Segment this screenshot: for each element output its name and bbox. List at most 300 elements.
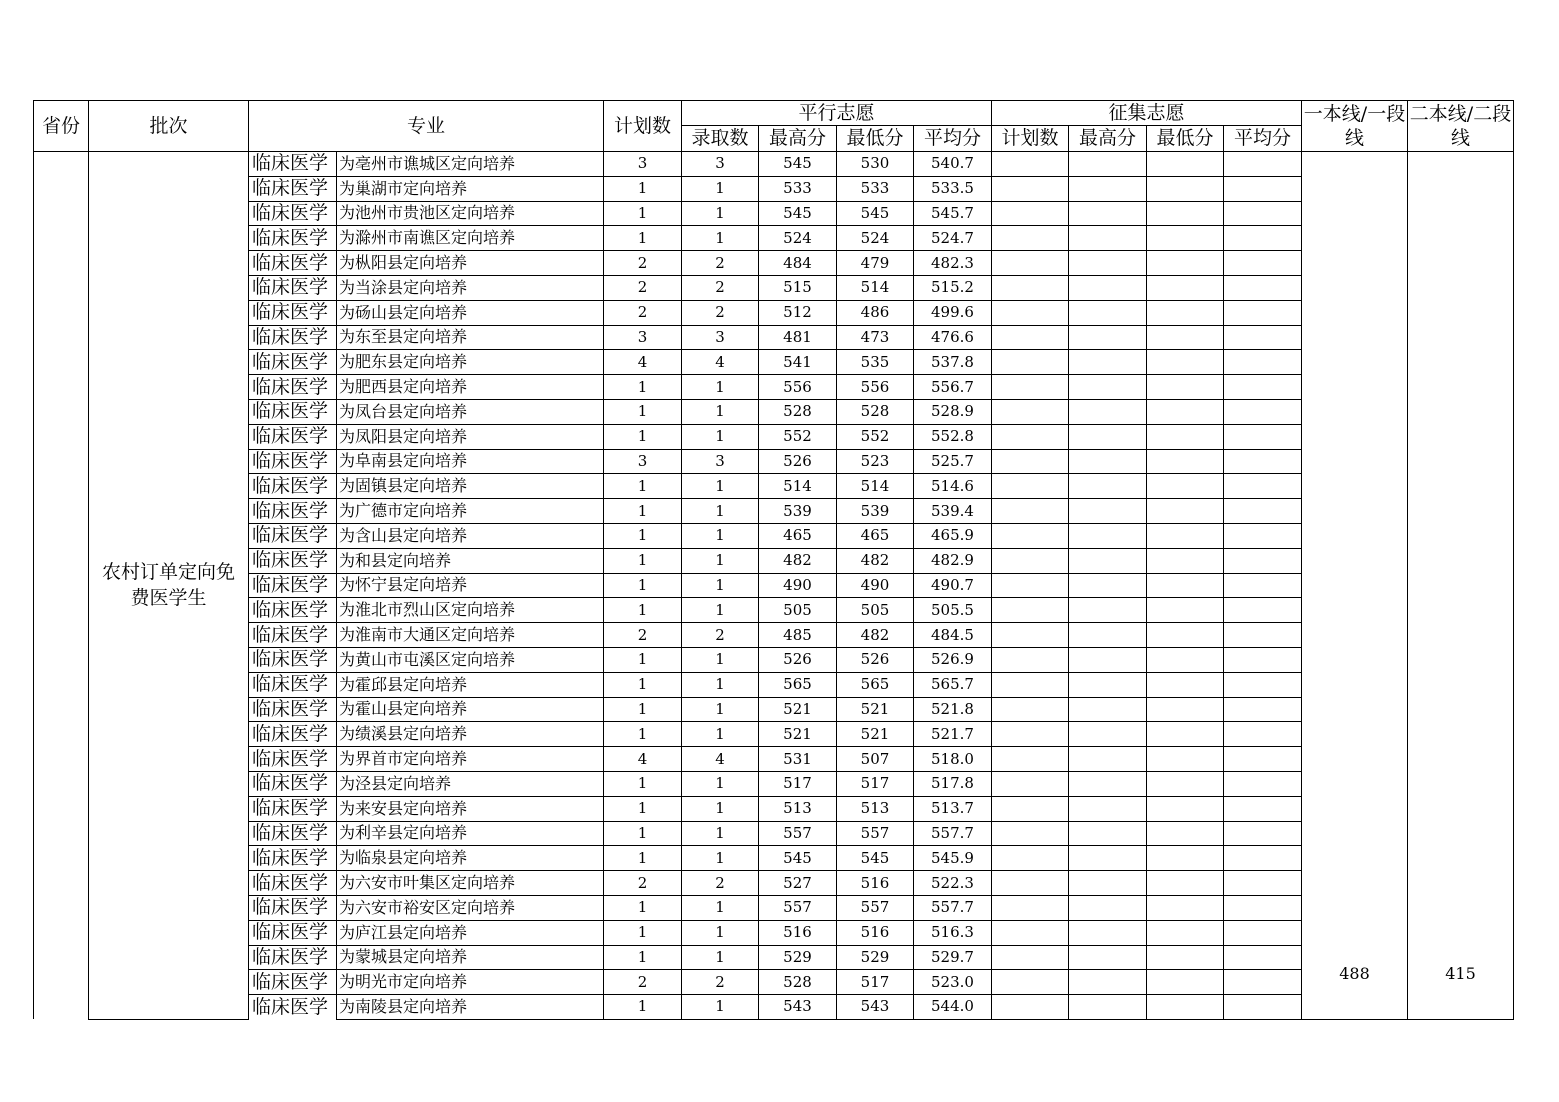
plan-cell: 2 xyxy=(604,251,682,276)
collect-min-cell xyxy=(1147,623,1224,648)
plan-cell: 3 xyxy=(604,449,682,474)
admitted-cell: 2 xyxy=(682,623,759,648)
major-cell: 临床医学 xyxy=(249,226,337,251)
collect-avg-cell xyxy=(1224,697,1302,722)
avg-score-cell: 526.9 xyxy=(914,647,992,672)
direction-cell: 为利辛县定向培养 xyxy=(337,821,604,846)
plan-cell: 1 xyxy=(604,697,682,722)
collect-plan-cell xyxy=(992,623,1069,648)
max-score-cell: 515 xyxy=(759,275,837,300)
header-line1: 一本线/一段线 xyxy=(1302,101,1408,152)
min-score-cell: 482 xyxy=(837,623,914,648)
major-cell: 临床医学 xyxy=(249,821,337,846)
max-score-cell: 514 xyxy=(759,474,837,499)
max-score-cell: 545 xyxy=(759,152,837,177)
direction-cell: 为临泉县定向培养 xyxy=(337,846,604,871)
avg-score-cell: 537.8 xyxy=(914,350,992,375)
admitted-cell: 1 xyxy=(682,796,759,821)
collect-max-cell xyxy=(1069,424,1147,449)
max-score-cell: 531 xyxy=(759,747,837,772)
collect-min-cell xyxy=(1147,945,1224,970)
collect-plan-cell xyxy=(992,945,1069,970)
header-parallel-max: 最高分 xyxy=(759,126,837,152)
plan-cell: 1 xyxy=(604,226,682,251)
collect-avg-cell xyxy=(1224,970,1302,995)
collect-min-cell xyxy=(1147,499,1224,524)
avg-score-cell: 482.9 xyxy=(914,548,992,573)
collect-plan-cell xyxy=(992,895,1069,920)
max-score-cell: 526 xyxy=(759,647,837,672)
major-cell: 临床医学 xyxy=(249,152,337,177)
collect-avg-cell xyxy=(1224,152,1302,177)
direction-cell: 为肥西县定向培养 xyxy=(337,375,604,400)
collect-min-cell xyxy=(1147,424,1224,449)
avg-score-cell: 545.7 xyxy=(914,201,992,226)
max-score-cell: 517 xyxy=(759,771,837,796)
plan-cell: 1 xyxy=(604,424,682,449)
collect-plan-cell xyxy=(992,275,1069,300)
collect-plan-cell xyxy=(992,846,1069,871)
collect-max-cell xyxy=(1069,647,1147,672)
max-score-cell: 465 xyxy=(759,523,837,548)
major-cell: 临床医学 xyxy=(249,176,337,201)
collect-max-cell xyxy=(1069,945,1147,970)
collect-max-cell xyxy=(1069,375,1147,400)
collect-max-cell xyxy=(1069,251,1147,276)
collect-avg-cell xyxy=(1224,300,1302,325)
admitted-cell: 1 xyxy=(682,474,759,499)
major-cell: 临床医学 xyxy=(249,350,337,375)
direction-cell: 为和县定向培养 xyxy=(337,548,604,573)
admitted-cell: 1 xyxy=(682,995,759,1020)
direction-cell: 为池州市贵池区定向培养 xyxy=(337,201,604,226)
plan-cell: 1 xyxy=(604,573,682,598)
table-row xyxy=(34,399,1514,424)
collect-min-cell xyxy=(1147,152,1224,177)
direction-cell: 为明光市定向培养 xyxy=(337,970,604,995)
table-row xyxy=(34,424,1514,449)
plan-cell: 1 xyxy=(604,722,682,747)
collect-avg-cell xyxy=(1224,548,1302,573)
plan-cell: 1 xyxy=(604,846,682,871)
collect-avg-cell xyxy=(1224,499,1302,524)
collect-plan-cell xyxy=(992,796,1069,821)
direction-cell: 为淮南市大通区定向培养 xyxy=(337,623,604,648)
direction-cell: 为绩溪县定向培养 xyxy=(337,722,604,747)
collect-plan-cell xyxy=(992,449,1069,474)
collect-plan-cell xyxy=(992,350,1069,375)
direction-cell: 为蒙城县定向培养 xyxy=(337,945,604,970)
collect-avg-cell xyxy=(1224,623,1302,648)
min-score-cell: 535 xyxy=(837,350,914,375)
avg-score-cell: 539.4 xyxy=(914,499,992,524)
table-row xyxy=(34,821,1514,846)
admitted-cell: 1 xyxy=(682,821,759,846)
max-score-cell: 541 xyxy=(759,350,837,375)
plan-cell: 1 xyxy=(604,201,682,226)
collect-min-cell xyxy=(1147,722,1224,747)
avg-score-cell: 482.3 xyxy=(914,251,992,276)
table-row xyxy=(34,226,1514,251)
collect-min-cell xyxy=(1147,226,1224,251)
direction-cell: 为凤阳县定向培养 xyxy=(337,424,604,449)
table-row xyxy=(34,722,1514,747)
collect-max-cell xyxy=(1069,474,1147,499)
table-row xyxy=(34,796,1514,821)
collect-min-cell xyxy=(1147,176,1224,201)
collect-avg-cell xyxy=(1224,895,1302,920)
collect-plan-cell xyxy=(992,722,1069,747)
collect-plan-cell xyxy=(992,697,1069,722)
collect-avg-cell xyxy=(1224,871,1302,896)
table-row xyxy=(34,523,1514,548)
collect-min-cell xyxy=(1147,821,1224,846)
table-row xyxy=(34,325,1514,350)
direction-cell: 为亳州市谯城区定向培养 xyxy=(337,152,604,177)
collect-avg-cell xyxy=(1224,920,1302,945)
collect-max-cell xyxy=(1069,399,1147,424)
line1-value: 488 xyxy=(1302,152,1408,1020)
major-cell: 临床医学 xyxy=(249,995,337,1020)
collect-avg-cell xyxy=(1224,474,1302,499)
max-score-cell: 513 xyxy=(759,796,837,821)
table-row xyxy=(34,895,1514,920)
collect-plan-cell xyxy=(992,920,1069,945)
plan-cell: 1 xyxy=(604,176,682,201)
major-cell: 临床医学 xyxy=(249,573,337,598)
avg-score-cell: 521.7 xyxy=(914,722,992,747)
table-row xyxy=(34,251,1514,276)
table-row xyxy=(34,176,1514,201)
collect-min-cell xyxy=(1147,846,1224,871)
direction-cell: 为霍邱县定向培养 xyxy=(337,672,604,697)
min-score-cell: 517 xyxy=(837,970,914,995)
max-score-cell: 521 xyxy=(759,722,837,747)
table-row xyxy=(34,672,1514,697)
collect-plan-cell xyxy=(992,548,1069,573)
plan-cell: 1 xyxy=(604,399,682,424)
collect-plan-cell xyxy=(992,647,1069,672)
plan-cell: 3 xyxy=(604,152,682,177)
header-batch: 批次 xyxy=(89,101,249,152)
collect-max-cell xyxy=(1069,920,1147,945)
major-cell: 临床医学 xyxy=(249,697,337,722)
collect-plan-cell xyxy=(992,325,1069,350)
table-row xyxy=(34,945,1514,970)
max-score-cell: 556 xyxy=(759,375,837,400)
major-cell: 临床医学 xyxy=(249,201,337,226)
collect-avg-cell xyxy=(1224,350,1302,375)
avg-score-cell: 521.8 xyxy=(914,697,992,722)
collect-min-cell xyxy=(1147,747,1224,772)
major-cell: 临床医学 xyxy=(249,275,337,300)
direction-cell: 为黄山市屯溪区定向培养 xyxy=(337,647,604,672)
province-cell xyxy=(34,152,89,1020)
max-score-cell: 557 xyxy=(759,895,837,920)
admitted-cell: 2 xyxy=(682,251,759,276)
table-row xyxy=(34,970,1514,995)
admitted-cell: 1 xyxy=(682,598,759,623)
avg-score-cell: 515.2 xyxy=(914,275,992,300)
admitted-cell: 1 xyxy=(682,499,759,524)
min-score-cell: 516 xyxy=(837,871,914,896)
avg-score-cell: 490.7 xyxy=(914,573,992,598)
min-score-cell: 530 xyxy=(837,152,914,177)
avg-score-cell: 517.8 xyxy=(914,771,992,796)
collect-plan-cell xyxy=(992,201,1069,226)
collect-plan-cell xyxy=(992,523,1069,548)
min-score-cell: 482 xyxy=(837,548,914,573)
collect-max-cell xyxy=(1069,300,1147,325)
header-line2: 二本线/二段线 xyxy=(1408,101,1514,152)
plan-cell: 1 xyxy=(604,672,682,697)
plan-cell: 1 xyxy=(604,821,682,846)
admitted-cell: 3 xyxy=(682,152,759,177)
collect-min-cell xyxy=(1147,771,1224,796)
collect-min-cell xyxy=(1147,895,1224,920)
collect-max-cell xyxy=(1069,697,1147,722)
table-row xyxy=(34,152,1514,177)
admitted-cell: 1 xyxy=(682,846,759,871)
admission-score-table xyxy=(33,100,1514,1020)
plan-cell: 3 xyxy=(604,325,682,350)
plan-cell: 1 xyxy=(604,920,682,945)
table-body xyxy=(34,152,1514,1020)
direction-cell: 为东至县定向培养 xyxy=(337,325,604,350)
max-score-cell: 481 xyxy=(759,325,837,350)
collect-plan-cell xyxy=(992,300,1069,325)
collect-plan-cell xyxy=(992,871,1069,896)
min-score-cell: 473 xyxy=(837,325,914,350)
collect-max-cell xyxy=(1069,970,1147,995)
major-cell: 临床医学 xyxy=(249,375,337,400)
table-row xyxy=(34,350,1514,375)
line2-value: 415 xyxy=(1408,152,1514,1020)
min-score-cell: 545 xyxy=(837,846,914,871)
table-row xyxy=(34,598,1514,623)
collect-max-cell xyxy=(1069,623,1147,648)
collect-avg-cell xyxy=(1224,747,1302,772)
plan-cell: 2 xyxy=(604,970,682,995)
collect-min-cell xyxy=(1147,325,1224,350)
direction-cell: 为庐江县定向培养 xyxy=(337,920,604,945)
direction-cell: 为六安市叶集区定向培养 xyxy=(337,871,604,896)
admitted-cell: 2 xyxy=(682,871,759,896)
collect-avg-cell xyxy=(1224,176,1302,201)
collect-max-cell xyxy=(1069,895,1147,920)
collect-plan-cell xyxy=(992,573,1069,598)
admitted-cell: 1 xyxy=(682,945,759,970)
table-row xyxy=(34,375,1514,400)
direction-cell: 为肥东县定向培养 xyxy=(337,350,604,375)
major-cell: 临床医学 xyxy=(249,474,337,499)
admitted-cell: 1 xyxy=(682,424,759,449)
min-score-cell: 517 xyxy=(837,771,914,796)
batch-cell: 农村订单定向免费医学生 xyxy=(89,152,249,1020)
collect-max-cell xyxy=(1069,275,1147,300)
collect-plan-cell xyxy=(992,995,1069,1020)
max-score-cell: 512 xyxy=(759,300,837,325)
header-major: 专业 xyxy=(249,101,604,152)
max-score-cell: 557 xyxy=(759,821,837,846)
min-score-cell: 543 xyxy=(837,995,914,1020)
max-score-cell: 545 xyxy=(759,846,837,871)
max-score-cell: 484 xyxy=(759,251,837,276)
min-score-cell: 521 xyxy=(837,722,914,747)
collect-max-cell xyxy=(1069,821,1147,846)
admitted-cell: 1 xyxy=(682,697,759,722)
table-row xyxy=(34,474,1514,499)
admitted-cell: 1 xyxy=(682,226,759,251)
header-plan: 计划数 xyxy=(604,101,682,152)
direction-cell: 为界首市定向培养 xyxy=(337,747,604,772)
direction-cell: 为阜南县定向培养 xyxy=(337,449,604,474)
plan-cell: 1 xyxy=(604,647,682,672)
avg-score-cell: 545.9 xyxy=(914,846,992,871)
collect-avg-cell xyxy=(1224,399,1302,424)
major-cell: 临床医学 xyxy=(249,300,337,325)
table-row xyxy=(34,846,1514,871)
table-row xyxy=(34,449,1514,474)
min-score-cell: 557 xyxy=(837,821,914,846)
collect-max-cell xyxy=(1069,548,1147,573)
min-score-cell: 490 xyxy=(837,573,914,598)
major-cell: 临床医学 xyxy=(249,598,337,623)
direction-cell: 为巢湖市定向培养 xyxy=(337,176,604,201)
major-cell: 临床医学 xyxy=(249,846,337,871)
collect-min-cell xyxy=(1147,350,1224,375)
admitted-cell: 1 xyxy=(682,722,759,747)
major-cell: 临床医学 xyxy=(249,449,337,474)
direction-cell: 为含山县定向培养 xyxy=(337,523,604,548)
avg-score-cell: 565.7 xyxy=(914,672,992,697)
collect-min-cell xyxy=(1147,275,1224,300)
admitted-cell: 2 xyxy=(682,970,759,995)
collect-plan-cell xyxy=(992,771,1069,796)
avg-score-cell: 518.0 xyxy=(914,747,992,772)
collect-avg-cell xyxy=(1224,771,1302,796)
collect-avg-cell xyxy=(1224,647,1302,672)
min-score-cell: 486 xyxy=(837,300,914,325)
direction-cell: 为凤台县定向培养 xyxy=(337,399,604,424)
collect-plan-cell xyxy=(992,598,1069,623)
collect-plan-cell xyxy=(992,474,1069,499)
max-score-cell: 482 xyxy=(759,548,837,573)
admitted-cell: 1 xyxy=(682,548,759,573)
collect-min-cell xyxy=(1147,920,1224,945)
min-score-cell: 513 xyxy=(837,796,914,821)
collect-avg-cell xyxy=(1224,375,1302,400)
direction-cell: 为南陵县定向培养 xyxy=(337,995,604,1020)
min-score-cell: 514 xyxy=(837,275,914,300)
table-row xyxy=(34,697,1514,722)
collect-avg-cell xyxy=(1224,672,1302,697)
admitted-cell: 1 xyxy=(682,523,759,548)
avg-score-cell: 529.7 xyxy=(914,945,992,970)
collect-plan-cell xyxy=(992,672,1069,697)
major-cell: 临床医学 xyxy=(249,970,337,995)
collect-plan-cell xyxy=(992,176,1069,201)
collect-plan-cell xyxy=(992,821,1069,846)
direction-cell: 为砀山县定向培养 xyxy=(337,300,604,325)
collect-min-cell xyxy=(1147,548,1224,573)
collect-avg-cell xyxy=(1224,201,1302,226)
direction-cell: 为怀宁县定向培养 xyxy=(337,573,604,598)
major-cell: 临床医学 xyxy=(249,895,337,920)
collect-max-cell xyxy=(1069,846,1147,871)
admitted-cell: 1 xyxy=(682,647,759,672)
collect-min-cell xyxy=(1147,970,1224,995)
table-row xyxy=(34,201,1514,226)
collect-min-cell xyxy=(1147,201,1224,226)
admitted-cell: 1 xyxy=(682,573,759,598)
collect-max-cell xyxy=(1069,325,1147,350)
max-score-cell: 485 xyxy=(759,623,837,648)
avg-score-cell: 505.5 xyxy=(914,598,992,623)
min-score-cell: 524 xyxy=(837,226,914,251)
collect-plan-cell xyxy=(992,399,1069,424)
header-province: 省份 xyxy=(34,101,89,152)
min-score-cell: 507 xyxy=(837,747,914,772)
collect-plan-cell xyxy=(992,499,1069,524)
collect-max-cell xyxy=(1069,796,1147,821)
table-row xyxy=(34,623,1514,648)
min-score-cell: 565 xyxy=(837,672,914,697)
major-cell: 临床医学 xyxy=(249,623,337,648)
table-row xyxy=(34,548,1514,573)
collect-avg-cell xyxy=(1224,846,1302,871)
plan-cell: 4 xyxy=(604,747,682,772)
header-parallel-min: 最低分 xyxy=(837,126,914,152)
collect-plan-cell xyxy=(992,970,1069,995)
collect-max-cell xyxy=(1069,449,1147,474)
major-cell: 临床医学 xyxy=(249,747,337,772)
header-parallel-avg: 平均分 xyxy=(914,126,992,152)
direction-cell: 为淮北市烈山区定向培养 xyxy=(337,598,604,623)
avg-score-cell: 525.7 xyxy=(914,449,992,474)
collect-min-cell xyxy=(1147,995,1224,1020)
collect-avg-cell xyxy=(1224,573,1302,598)
collect-avg-cell xyxy=(1224,796,1302,821)
collect-max-cell xyxy=(1069,771,1147,796)
max-score-cell: 490 xyxy=(759,573,837,598)
collect-max-cell xyxy=(1069,747,1147,772)
table-row xyxy=(34,920,1514,945)
collect-min-cell xyxy=(1147,598,1224,623)
major-cell: 临床医学 xyxy=(249,672,337,697)
avg-score-cell: 552.8 xyxy=(914,424,992,449)
collect-max-cell xyxy=(1069,995,1147,1020)
min-score-cell: 556 xyxy=(837,375,914,400)
admitted-cell: 4 xyxy=(682,350,759,375)
avg-score-cell: 557.7 xyxy=(914,895,992,920)
max-score-cell: 528 xyxy=(759,970,837,995)
collect-max-cell xyxy=(1069,152,1147,177)
direction-cell: 为泾县定向培养 xyxy=(337,771,604,796)
min-score-cell: 521 xyxy=(837,697,914,722)
collect-max-cell xyxy=(1069,226,1147,251)
collect-avg-cell xyxy=(1224,722,1302,747)
direction-cell: 为当涂县定向培养 xyxy=(337,275,604,300)
collect-min-cell xyxy=(1147,474,1224,499)
collect-avg-cell xyxy=(1224,226,1302,251)
collect-min-cell xyxy=(1147,647,1224,672)
direction-cell: 为广德市定向培养 xyxy=(337,499,604,524)
min-score-cell: 545 xyxy=(837,201,914,226)
collect-plan-cell xyxy=(992,251,1069,276)
header-parallel-admitted: 录取数 xyxy=(682,126,759,152)
avg-score-cell: 513.7 xyxy=(914,796,992,821)
